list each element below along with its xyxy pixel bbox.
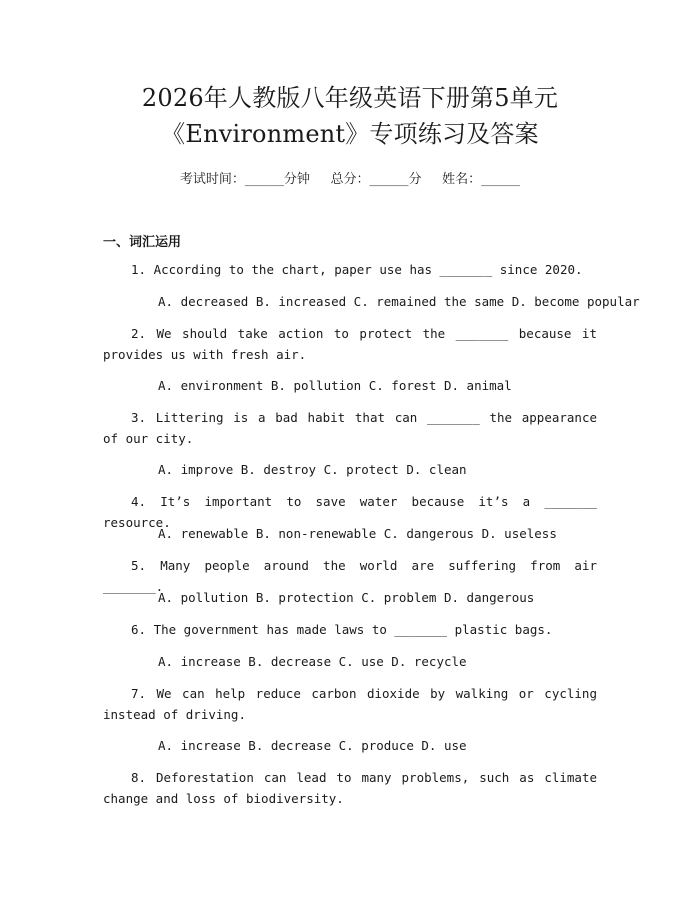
question-8: 8. Deforestation can lead to many problems, such as climate change and loss of biodiversity. [103, 770, 597, 806]
question-7: 7. We can help reduce carbon dioxide by walking or cycling instead of driving. [103, 686, 597, 722]
question-2: 2. We should take action to protect the _______ because it provides us with fresh air. [103, 326, 597, 362]
question-2-options: A. environment B. pollution C. forest D. animal [158, 378, 512, 393]
document-title-line1: 2026年人教版八年级英语下册第5单元 [141, 84, 559, 112]
question-6-options: A. increase B. decrease C. use D. recycle [158, 654, 467, 669]
section-heading: 一、词汇运用 [103, 235, 182, 250]
question-5-options: A. pollution B. protection C. problem D. dangerous [158, 590, 535, 605]
question-7-options: A. increase B. decrease C. produce D. use [158, 738, 467, 753]
question-4-options: A. renewable B. non-renewable C. dangerous D. useless [158, 526, 557, 541]
question-6: 6. The government has made laws to _______ plastic bags. [131, 622, 553, 637]
exam-info-line: 考试时间：______分钟 总分：______分 姓名：______ [179, 172, 521, 187]
question-1-options: A. decreased B. increased C. remained the same D. become popular [158, 294, 640, 309]
question-1: 1. According to the chart, paper use has _______ since 2020. [131, 262, 583, 277]
question-3-options: A. improve B. destroy C. protect D. clean [158, 462, 467, 477]
question-3: 3. Littering is a bad habit that can _______ the appearance of our city. [103, 410, 597, 446]
question-5: 5. Many people around the world are suffering from air _______. [103, 558, 597, 594]
document-title-line2: 《Environment》专项练习及答案 [161, 120, 539, 148]
question-4: 4. It’s important to save water because it’s a _______ resource. [103, 494, 597, 530]
